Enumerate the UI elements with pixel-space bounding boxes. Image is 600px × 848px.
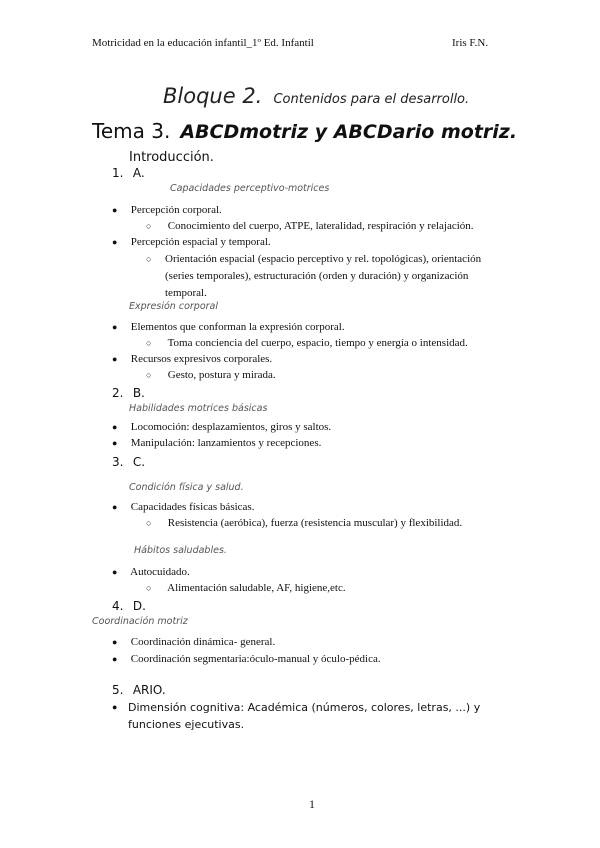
list-item <box>112 204 222 216</box>
sub-list-item-text: Resistencia (aeróbica), fuerza (resistencia muscular) y flexibilidad. <box>167 517 463 529</box>
header-author: Iris F.N. <box>452 37 489 49</box>
list-item <box>112 566 190 578</box>
bullet-icon: ● <box>112 205 118 215</box>
section-heading-4 <box>112 599 146 613</box>
list-item-text: Percepción espacial y temporal. <box>130 236 271 248</box>
section-letter: A. <box>132 166 145 180</box>
list-item <box>112 421 331 433</box>
section-heading-5 <box>112 683 166 697</box>
section-number: 2. <box>112 386 124 400</box>
subheading-habitos-saludables: Hábitos saludables. <box>134 545 227 556</box>
block-heading <box>163 84 469 108</box>
bullet-icon: ● <box>112 237 118 247</box>
sub-list-item <box>146 582 346 594</box>
list-item-text: Manipulación: lanzamientos y recepciones. <box>130 437 322 449</box>
section-heading-3 <box>112 455 145 469</box>
page-number: 1 <box>309 797 315 811</box>
bullet-icon: ● <box>112 422 118 432</box>
bullet-icon: ● <box>112 637 118 647</box>
list-item <box>112 653 381 665</box>
block-subtitle: Contenidos para el desarrollo. <box>273 92 470 107</box>
list-item-text: Locomoción: desplazamientos, giros y saltos. <box>130 421 332 433</box>
bullet-icon: ● <box>112 438 118 448</box>
list-item <box>112 501 254 513</box>
sub-list-item <box>146 220 474 232</box>
list-item-text: Capacidades físicas básicas. <box>130 501 255 513</box>
list-item-text: Dimensión cognitiva: Académica (números, colores, letras, ...) y funciones ejecutivas. <box>128 701 481 731</box>
subheading-habilidades-motrices: Habilidades motrices básicas <box>129 403 268 414</box>
topic-heading <box>92 119 517 143</box>
subheading-expresion-corporal: Expresión corporal <box>129 301 218 312</box>
header-course-title: Motricidad en la educación infantil_1º Ed. Infantil <box>92 37 314 49</box>
section-heading-1 <box>112 166 145 180</box>
intro-heading: Introducción. <box>129 150 214 165</box>
circle-bullet-icon: ○ <box>146 518 152 528</box>
section-number: 5. <box>112 683 124 697</box>
sub-list-item-text: Gesto, postura y mirada. <box>167 369 276 381</box>
subheading-perceptivo-motrices: Capacidades perceptivo-motrices <box>170 183 330 194</box>
sub-list-item-text: Toma conciencia del cuerpo, espacio, tiempo y energía o intensidad. <box>167 337 468 349</box>
sub-list-item <box>146 337 468 349</box>
list-item-text: Coordinación dinámica- general. <box>130 636 276 648</box>
sub-list-item <box>146 251 506 302</box>
block-title: Bloque 2. <box>163 84 263 108</box>
sub-list-item <box>146 369 276 381</box>
section-letter: B. <box>132 386 145 400</box>
sub-list-item-text: Conocimiento del cuerpo, ATPE, lateralidad, respiración y relajación. <box>167 220 474 232</box>
section-number: 3. <box>112 455 124 469</box>
circle-bullet-icon: ○ <box>146 221 152 231</box>
list-item-text: Percepción corporal. <box>130 204 222 216</box>
list-item-text: Recursos expresivos corporales. <box>130 353 273 365</box>
circle-bullet-icon: ○ <box>146 370 152 380</box>
list-item <box>112 321 345 333</box>
subheading-condicion-fisica: Condición física y salud. <box>129 482 244 493</box>
section-letter: D. <box>132 599 146 613</box>
section-number: 1. <box>112 166 124 180</box>
section-letter: ARIO. <box>132 683 166 697</box>
list-item-text: Autocuidado. <box>130 566 190 578</box>
bullet-icon: ● <box>112 702 118 712</box>
bullet-icon: ● <box>112 567 118 577</box>
bullet-icon: ● <box>112 354 118 364</box>
bullet-icon: ● <box>112 502 118 512</box>
bullet-icon: ● <box>112 322 118 332</box>
sub-list-item-text: Orientación espacial (espacio perceptivo y rel. topológicas), orientación (series temporales), estructuración (orden y duración) y organización temporal. <box>165 253 482 299</box>
bullet-icon: ● <box>112 654 118 664</box>
section-heading-2 <box>112 386 145 400</box>
topic-label: Tema 3. <box>92 119 171 143</box>
list-item <box>112 236 271 248</box>
subheading-coordinacion-motriz: Coordinación motriz <box>92 616 188 627</box>
list-item <box>112 699 512 733</box>
list-item-text: Elementos que conforman la expresión corporal. <box>130 321 345 333</box>
list-item <box>112 353 272 365</box>
circle-bullet-icon: ○ <box>146 254 152 264</box>
list-item-text: Coordinación segmentaria:óculo-manual y óculo-pédica. <box>130 653 381 665</box>
section-letter: C. <box>132 455 146 469</box>
topic-title: ABCDmotriz y ABCDario motriz. <box>180 121 518 143</box>
sub-list-item-text: Alimentación saludable, AF, higiene,etc. <box>167 582 346 594</box>
circle-bullet-icon: ○ <box>146 583 152 593</box>
list-item <box>112 437 321 449</box>
circle-bullet-icon: ○ <box>146 338 152 348</box>
list-item <box>112 636 275 648</box>
sub-list-item <box>146 517 462 529</box>
section-number: 4. <box>112 599 124 613</box>
